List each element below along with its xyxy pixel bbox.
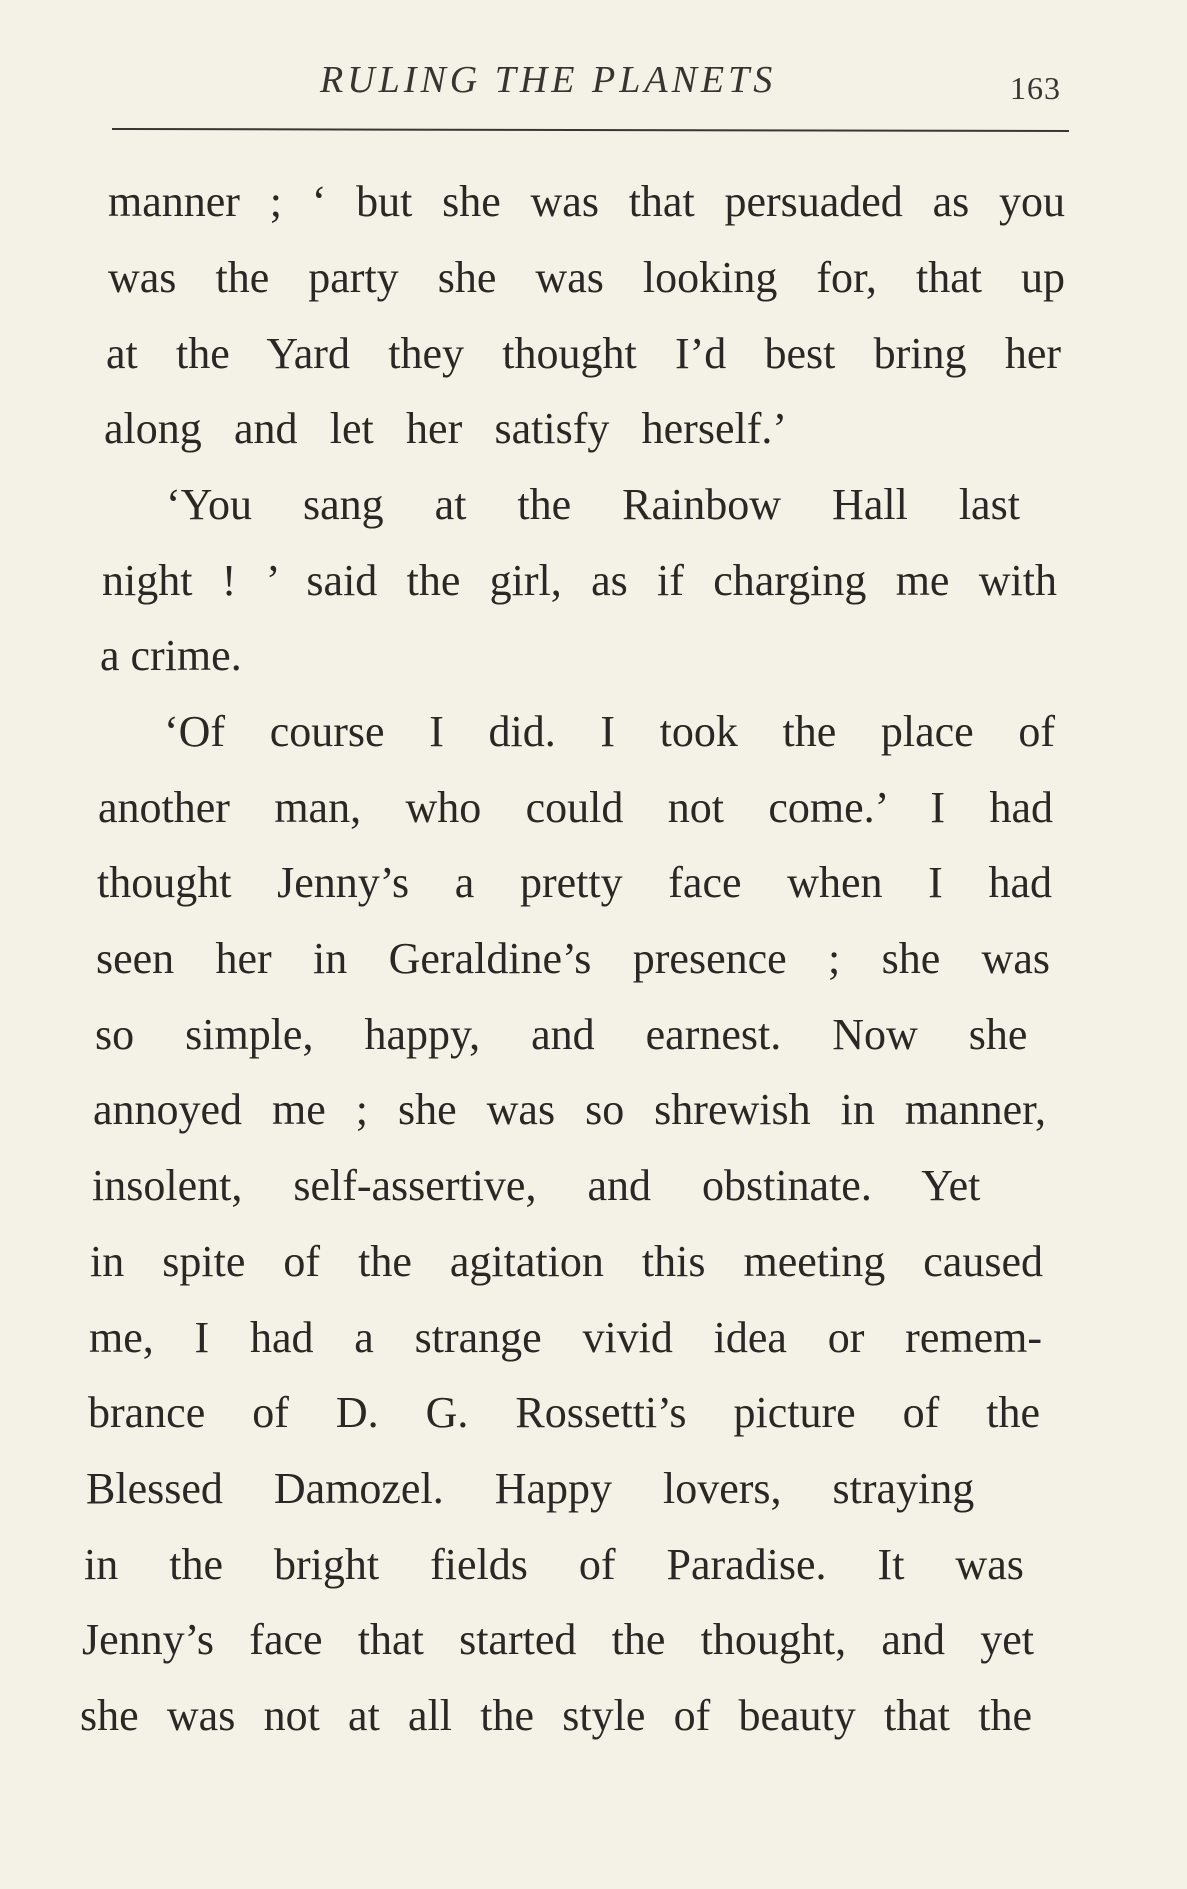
text-line: ‘You sang at the Rainbow Hall last [166,480,1020,529]
text-line: Blessed Damozel. Happy lovers, straying [86,1464,975,1513]
text-line: another man, who could not come.’ I had [98,783,1053,832]
text-line: night ! ’ said the girl, as if charging me with [102,556,1057,605]
text-line: Jenny’s face that started the thought, and yet [82,1615,1034,1664]
text-line: manner ; ‘ but she was that persuaded as you [108,177,1065,226]
text-line: me, I had a strange vivid idea or remem- [89,1313,1042,1362]
text-line: she was not at all the style of beauty that the [80,1691,1032,1740]
text-line: in the bright fields of Paradise. It was [84,1540,1024,1589]
text-line: ‘Of course I did. I took the place of [164,707,1055,756]
text-line: a crime. [100,631,242,680]
text-line: at the Yard they thought I’d best bring her [106,329,1061,378]
text-line: so simple, happy, and earnest. Now she [95,1010,1028,1059]
text-line: along and let her satisfy herself.’ [104,404,787,453]
header-rule [112,128,1069,132]
running-head-title: RULING THE PLANETS [320,59,777,101]
text-line: brance of D. G. Rossetti’s picture of the [88,1388,1040,1437]
text-line: thought Jenny’s a pretty face when I had [97,858,1052,907]
text-line: seen her in Geraldine’s presence ; she was [96,934,1050,983]
page-number: 163 [1010,70,1061,106]
text-line: annoyed me ; she was so shrewish in manner, [93,1085,1046,1134]
text-line: insolent, self-assertive, and obstinate. Yet [92,1161,981,1210]
text-line: in spite of the agitation this meeting caused [90,1237,1043,1286]
text-line: was the party she was looking for, that up [108,253,1065,302]
